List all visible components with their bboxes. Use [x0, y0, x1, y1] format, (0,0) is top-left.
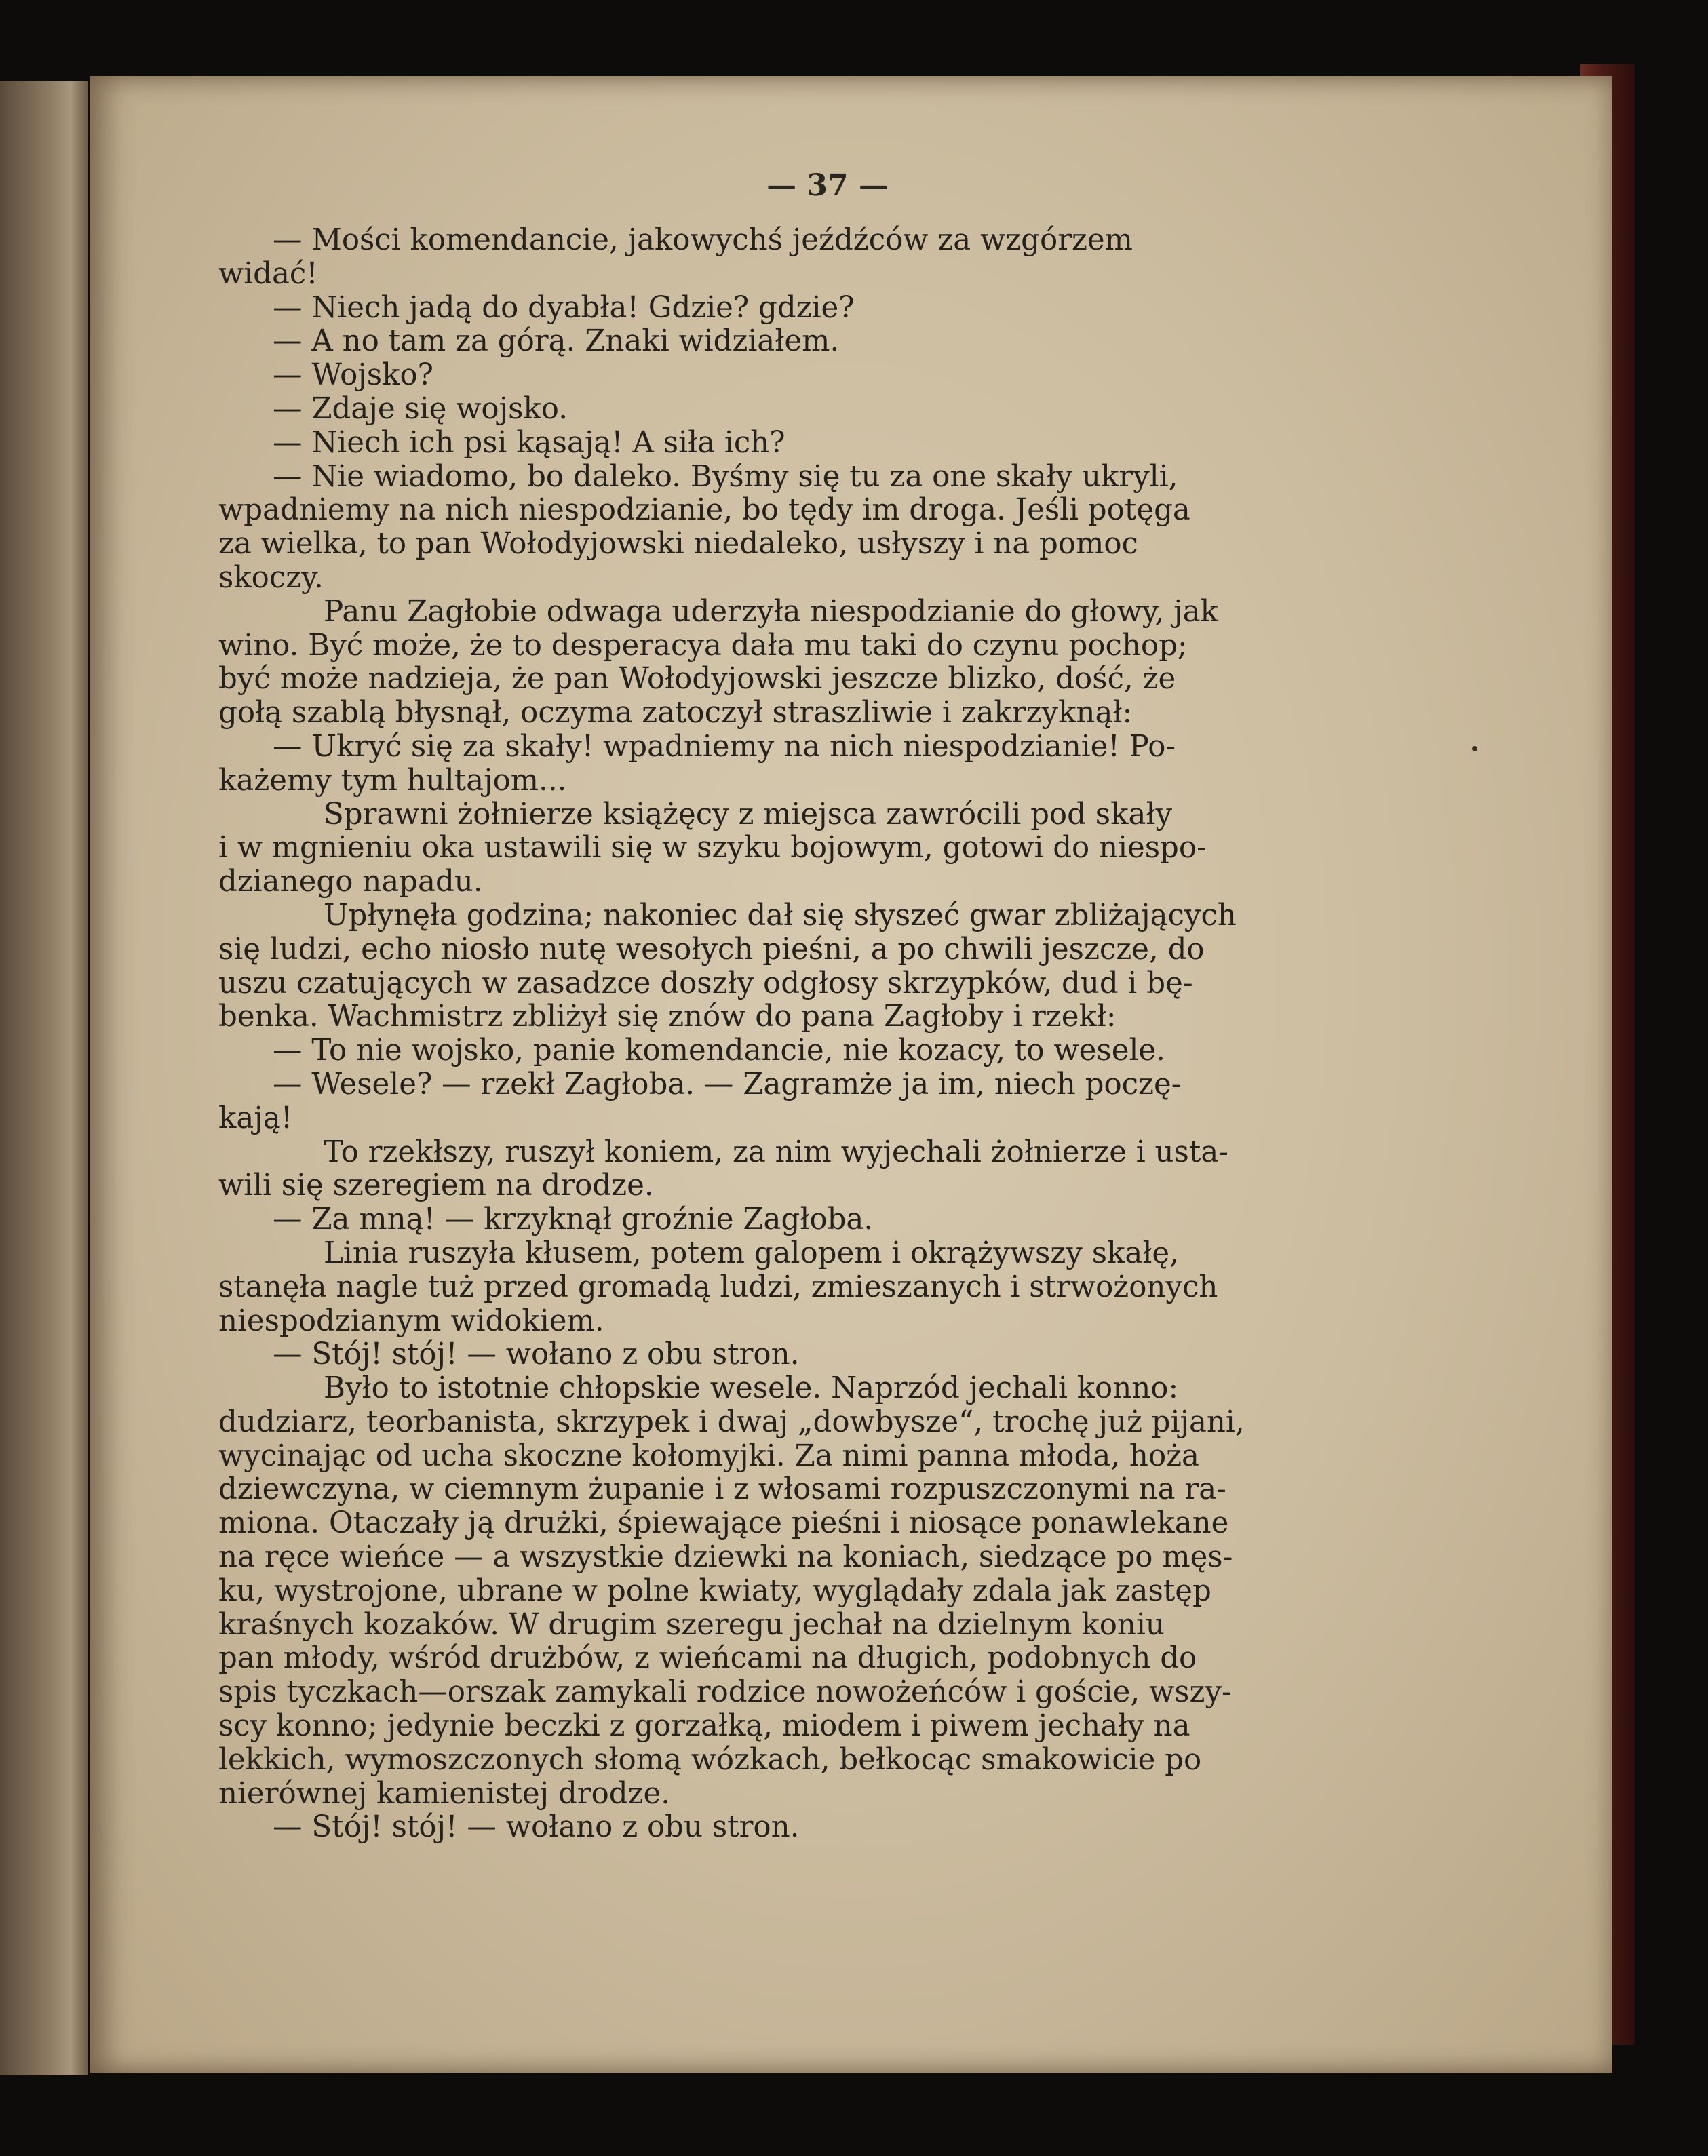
text-line-content: wycinając od ucha skoczne kołomyjki. Za nimi panna młoda, hoża: [218, 1438, 1199, 1473]
text-line: [218, 1305, 1460, 1339]
text-line-content: — Mości komendancie, jakowychś jeźdźców za wzgórzem: [273, 223, 1133, 257]
text-line-content: benka. Wachmistrz zbliżył się znów do pana Zagłoby i rzekł:: [218, 1000, 1117, 1034]
text-line-content: wpadniemy na nich niespodzianie, bo tędy im droga. Jeśli potęga: [218, 493, 1190, 528]
text-line: [218, 494, 1460, 528]
text-line: [218, 1710, 1460, 1744]
text-line-content: dziewczyna, w ciemnym żupanie i z włosami rozpuszczonymi na ra-: [218, 1472, 1226, 1507]
text-line: [218, 460, 1460, 494]
text-line: [218, 258, 1460, 292]
text-line-content: — Niech jadą do dyabła! Gdzie? gdzie?: [273, 290, 855, 325]
text-line-content: być może nadzieja, że pan Wołodyjowski jeszcze blizko, dość, że: [218, 662, 1176, 697]
text-line-content: — A no tam za górą. Znaki widziałem.: [273, 324, 840, 359]
text-line-content: Upłynęła godzina; nakoniec dał się słyszeć gwar zbliżających: [324, 898, 1237, 933]
text-line: [218, 1136, 1460, 1170]
text-line-content: nierównej kamienistej drodze.: [218, 1776, 671, 1811]
text-line-content: stanęła nagle tuż przed gromadą ludzi, zmieszanych i strwożonych: [218, 1270, 1218, 1304]
text-line: [218, 1237, 1460, 1271]
text-line: [218, 427, 1460, 460]
text-line-content: widać!: [218, 256, 318, 291]
text-line: [218, 562, 1460, 595]
text-line-content: za wielka, to pan Wołodyjowski niedaleko, usłyszy i na pomoc: [218, 527, 1138, 562]
text-line-content: się ludzi, echo niosło nutę wesołych pieśni, a po chwili jeszcze, do: [218, 932, 1205, 966]
text-line: [218, 663, 1460, 697]
text-line-content: gołą szablą błysnął, oczyma zatoczył straszliwie i zakrzyknął:: [218, 696, 1133, 730]
text-line: [218, 224, 1460, 258]
text-line: [218, 1642, 1460, 1676]
text-line-content: — Nie wiadomo, bo daleko. Byśmy się tu za one skały ukryli,: [273, 459, 1178, 494]
text-line: [218, 1541, 1460, 1575]
text-line: [218, 933, 1460, 967]
text-line-content: pan młody, wśród drużbów, z wieńcami na długich, podobnych do: [218, 1641, 1197, 1676]
text-line: [218, 967, 1460, 1001]
text-line: [218, 1338, 1460, 1372]
text-line: [218, 1068, 1460, 1102]
text-line: [218, 1271, 1460, 1305]
text-line-content: dzianego napadu.: [218, 865, 483, 899]
text-line-content: na ręce wieńce — a wszystkie dziewki na koniach, siedzące po męs-: [218, 1540, 1233, 1575]
text-line-content: uszu czatujących w zasadzce doszły odgłosy skrzypków, dud i bę-: [218, 966, 1193, 1000]
ink-speck: [1472, 746, 1477, 751]
text-line: [218, 831, 1460, 865]
text-line-content: — Niech ich psi kąsają! A siła ich?: [273, 425, 785, 460]
text-line: [218, 865, 1460, 899]
text-line: [218, 1000, 1460, 1034]
text-line-content: — Ukryć się za skały! wpadniemy na nich niespodzianie! Po-: [273, 729, 1176, 764]
text-line-content: Było to istotnie chłopskie wesele. Naprzód jechali konno:: [324, 1371, 1179, 1406]
text-line: [218, 1575, 1460, 1609]
text-line-content: niespodzianym widokiem.: [218, 1304, 604, 1338]
page-number: — 37 —: [766, 168, 889, 203]
text-line: [218, 899, 1460, 933]
text-line: [218, 1609, 1460, 1643]
text-line-content: — Za mną! — krzyknął groźnie Zagłoba.: [273, 1202, 874, 1237]
text-line: [218, 764, 1460, 798]
text-line: [218, 798, 1460, 832]
page-body-text: [218, 224, 1460, 1845]
text-line: [218, 1507, 1460, 1541]
text-line-content: — Zdaje się wojsko.: [273, 391, 568, 426]
text-line: [218, 1676, 1460, 1710]
text-line-content: kraśnych kozaków. W drugim szeregu jechał na dzielnym koniu: [218, 1607, 1165, 1642]
text-line-content: Sprawni żołnierze książęcy z miejsca zawrócili pod skały: [324, 797, 1173, 831]
text-line: [218, 595, 1460, 629]
text-line: [218, 1372, 1460, 1406]
text-line-content: kają!: [218, 1101, 293, 1135]
text-line: [218, 292, 1460, 326]
text-line-content: — Stój! stój! — wołano z obu stron.: [273, 1337, 800, 1372]
text-line-content: i w mgnieniu oka ustawili się w szyku bojowym, gotowi do niespo-: [218, 831, 1207, 865]
text-line: [218, 1169, 1460, 1203]
text-line-content: dudziarz, teorbanista, skrzypek i dwaj „dowbysze“, trochę już pijani,: [218, 1405, 1245, 1439]
text-line: [218, 1406, 1460, 1440]
text-line-content: wino. Być może, że to desperacya dała mu taki do czynu pochop;: [218, 628, 1188, 663]
text-line-content: spis tyczkach—orszak zamykali rodzice nowożeńców i goście, wszy-: [218, 1675, 1232, 1710]
text-line: [218, 1473, 1460, 1507]
text-line: [218, 1778, 1460, 1811]
text-line: [218, 1440, 1460, 1474]
text-line: [218, 359, 1460, 393]
text-line-content: scy konno; jedynie beczki z gorzałką, miodem i piwem jechały na: [218, 1709, 1190, 1744]
text-line: [218, 1034, 1460, 1068]
facing-page-edge: [0, 81, 88, 2075]
text-line: [218, 393, 1460, 427]
text-line: [218, 730, 1460, 764]
text-line-content: miona. Otaczały ją drużki, śpiewające pieśni i niosące ponawlekane: [218, 1506, 1229, 1541]
text-line-content: — To nie wojsko, panie komendancie, nie kozacy, to wesele.: [273, 1034, 1165, 1068]
text-line-content: Panu Zagłobie odwaga uderzyła niespodzianie do głowy, jak: [324, 594, 1218, 629]
text-line: [218, 1744, 1460, 1778]
text-line-content: skoczy.: [218, 560, 324, 595]
text-line: [218, 1102, 1460, 1136]
text-line-content: — Wesele? — rzekł Zagłoba. — Zagramże ja im, niech poczę-: [273, 1067, 1182, 1101]
text-line-content: każemy tym hultajom...: [218, 763, 567, 798]
text-line-content: Linia ruszyła kłusem, potem galopem i okrążywszy skałę,: [324, 1236, 1179, 1270]
text-line-content: wili się szeregiem na drodze.: [218, 1169, 654, 1203]
text-line-content: ku, wystrojone, ubrane w polne kwiaty, wyglądały zdala jak zastęp: [218, 1573, 1211, 1608]
text-line: [218, 1203, 1460, 1237]
text-line: [218, 629, 1460, 663]
text-line-content: To rzekłszy, ruszył koniem, za nim wyjechali żołnierze i usta-: [324, 1135, 1228, 1169]
text-line-content: — Stój! stój! — wołano z obu stron.: [273, 1810, 800, 1845]
text-line: [218, 325, 1460, 359]
text-line-content: — Wojsko?: [273, 358, 433, 393]
text-line: [218, 528, 1460, 562]
text-line: [218, 697, 1460, 730]
text-line-content: lekkich, wymoszczonych słomą wózkach, bełkocąc smakowicie po: [218, 1742, 1202, 1777]
text-line: [218, 1811, 1460, 1845]
